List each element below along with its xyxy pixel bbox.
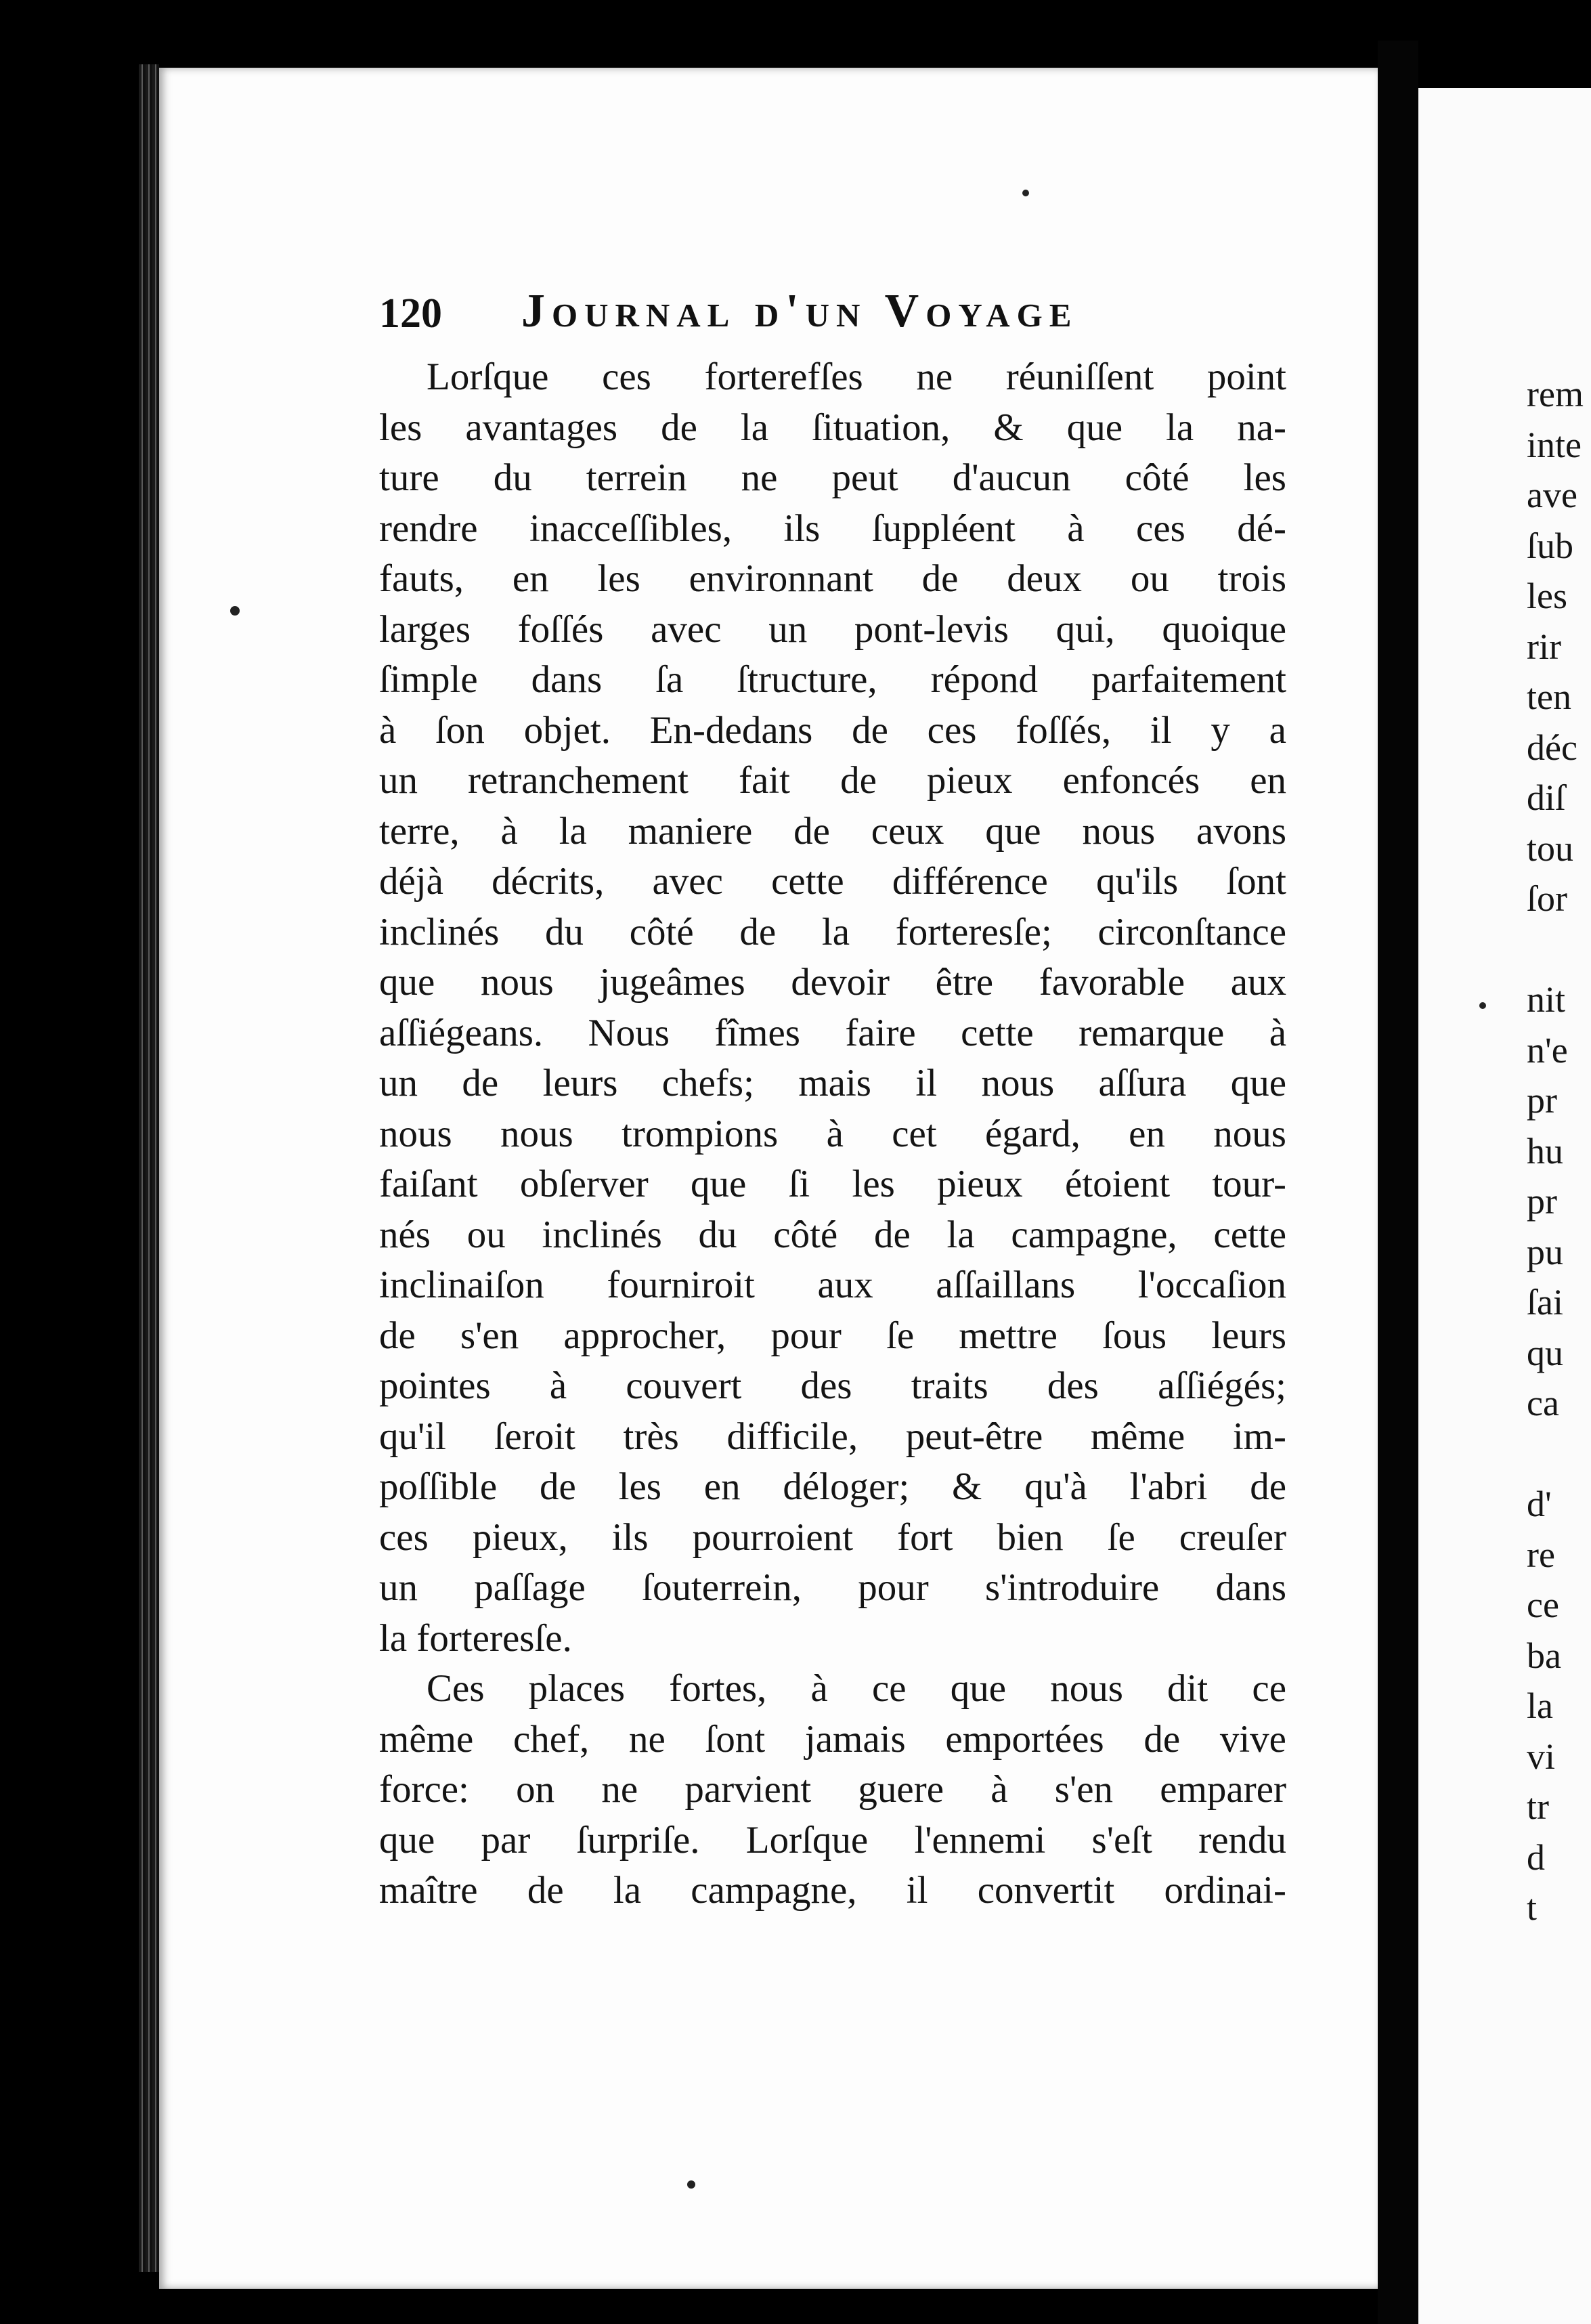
facing-text-line: ſub — [1527, 525, 1574, 566]
facing-text-line: d' — [1527, 1484, 1552, 1524]
text-line: poſſible de les en déloger; & qu'à l'abri de — [379, 1465, 1286, 1508]
text-line: ture du terrein ne peut d'aucun côté les — [379, 456, 1286, 499]
facing-text-line: les — [1527, 576, 1567, 616]
text-line: un paſſage ſouterrein, pour s'introduire dans — [379, 1566, 1286, 1609]
page-number: 120 — [379, 290, 442, 337]
facing-text-line: diſ — [1527, 777, 1566, 818]
text-line: les avantages de la ſituation, & que la na- — [379, 406, 1286, 449]
text-line: terre, à la maniere de ceux que nous avons — [379, 809, 1286, 853]
ink-speck — [1479, 1002, 1486, 1009]
facing-text-line: ave — [1527, 475, 1577, 515]
facing-text-line: pu — [1527, 1231, 1563, 1272]
facing-text-line: ſai — [1527, 1282, 1563, 1322]
facing-text-line: d — [1527, 1836, 1545, 1878]
text-line: que nous jugeâmes devoir être favorable aux — [379, 961, 1286, 1004]
facing-text-line: t — [1527, 1887, 1538, 1928]
book-gutter — [1378, 41, 1418, 2324]
text-line: Lorſque ces forterefſes ne réuniſſent point — [427, 356, 1286, 398]
text-line: nous nous trompions à cet égard, en nous — [379, 1112, 1286, 1155]
facing-text-line: vi — [1527, 1736, 1556, 1777]
facing-text-line: hu — [1527, 1130, 1563, 1171]
text-line: ſimple dans ſa ſtructure, répond parfaitement — [379, 658, 1286, 701]
running-title: Journal d'un Voyage — [521, 285, 1078, 337]
text-line: aſſiégeans. Nous fîmes faire cette remarque à — [379, 1011, 1286, 1054]
facing-text-line: ce — [1527, 1585, 1559, 1625]
facing-text-line: la — [1527, 1685, 1553, 1726]
body-text — [379, 352, 1286, 1916]
text-line: nés ou inclinés du côté de la campagne, cette — [379, 1213, 1286, 1256]
scan-left-border — [0, 0, 135, 2324]
text-line: un de leurs chefs; mais il nous aſſura que — [379, 1062, 1286, 1104]
facing-text-line: ca — [1527, 1383, 1559, 1423]
facing-text-line: ſor — [1527, 878, 1567, 919]
facing-text-line: qu — [1527, 1332, 1563, 1373]
page-header — [223, 284, 1171, 359]
facing-text-line: rem — [1527, 374, 1584, 414]
facing-text-line: déc — [1527, 727, 1577, 768]
facing-page-text — [1527, 369, 1584, 1933]
facing-text-line: ten — [1527, 676, 1571, 717]
facing-text-line: ba — [1527, 1635, 1561, 1676]
facing-text-line: tr — [1527, 1786, 1549, 1827]
text-line: force: on ne parvient guere à s'en emparer — [379, 1768, 1286, 1811]
text-line: même chef, ne ſont jamais emportées de vive — [379, 1717, 1286, 1761]
text-line: inclinaiſon fourniroit aux aſſaillans l'occaſion — [379, 1264, 1286, 1306]
text-line: déjà décrits, avec cette différence qu'ils ſont — [379, 860, 1286, 903]
facing-text-line: pr — [1527, 1080, 1557, 1121]
text-line: que par ſurpriſe. Lorſque l'ennemi s'eſt rendu — [379, 1818, 1286, 1862]
text-line: la forteresſe. — [379, 1616, 572, 1660]
facing-text-line: nit — [1527, 979, 1566, 1020]
facing-text-line: re — [1527, 1534, 1555, 1575]
facing-text-line: pr — [1527, 1181, 1557, 1222]
text-line: de s'en approcher, pour ſe mettre ſous leurs — [379, 1314, 1286, 1357]
ink-speck — [230, 606, 240, 616]
text-line: maître de la campagne, il convertit ordinai- — [379, 1869, 1286, 1912]
text-line: à ſon objet. En-dedans de ces foſſés, il y a — [379, 708, 1286, 752]
facing-text-line: rir — [1527, 626, 1561, 667]
text-line: inclinés du côté de la forteresſe; circonſtance — [379, 910, 1286, 953]
text-line: fauts, en les environnant de deux ou trois — [379, 557, 1286, 600]
text-line: pointes à couvert des traits des aſſiégés; — [379, 1364, 1286, 1407]
ink-speck — [687, 2180, 695, 2189]
text-line: un retranchement fait de pieux enfoncés en — [379, 759, 1286, 802]
text-line: rendre inacceſſibles, ils ſuppléent à ces dé- — [379, 507, 1286, 550]
text-line: faiſant obſerver que ſi les pieux étoient tour- — [379, 1163, 1286, 1205]
facing-text-line: tou — [1527, 827, 1574, 869]
book-page-edges — [139, 64, 159, 2272]
facing-text-line — [1527, 1429, 1584, 1480]
ink-speck — [1022, 190, 1029, 196]
text-line: ces pieux, ils pourroient fort bien ſe creuſer — [379, 1515, 1286, 1559]
text-line: larges foſſés avec un pont-levis qui, quoique — [379, 607, 1286, 651]
text-line: qu'il ſeroit très difficile, peut-être même im- — [379, 1415, 1286, 1458]
facing-text-line: inte — [1527, 424, 1582, 465]
text-line: Ces places fortes, à ce que nous dit ce — [427, 1667, 1286, 1710]
facing-text-line — [1527, 924, 1584, 975]
facing-text-line: n'e — [1527, 1029, 1568, 1071]
